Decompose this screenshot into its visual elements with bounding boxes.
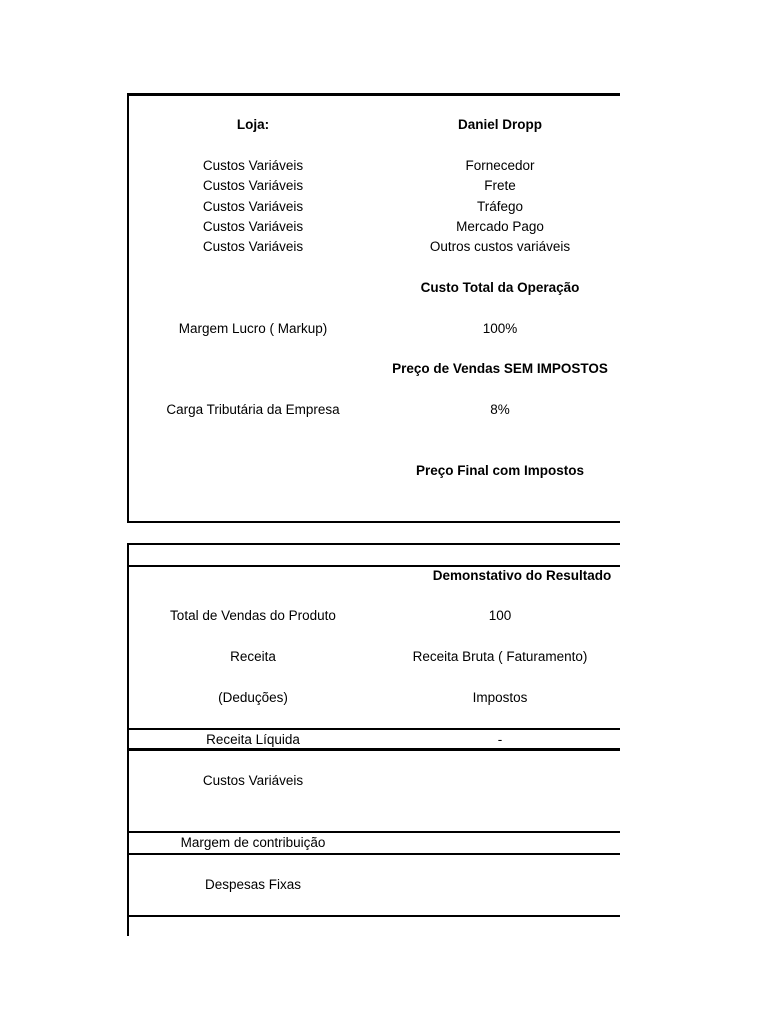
markup-value: 100% [482, 321, 518, 336]
total-sales-value: 100 [488, 608, 512, 623]
fixed-expenses-label: Despesas Fixas [204, 877, 302, 892]
tax-value: 8% [490, 402, 510, 417]
net-revenue-bottom-border [127, 748, 620, 751]
pricing-left-border [127, 93, 129, 523]
cost-category: Custos Variáveis [202, 219, 304, 234]
net-revenue-top-border [127, 728, 620, 730]
markup-label: Margem Lucro ( Markup) [178, 321, 328, 336]
cost-item: Outros custos variáveis [429, 239, 571, 254]
contribution-margin-label: Margem de contribuição [180, 835, 326, 850]
statement-left-border [127, 543, 129, 936]
total-sales-label: Total de Vendas do Produto [170, 608, 336, 623]
cost-item: Fornecedor [465, 158, 535, 173]
final-price-label: Preço Final com Impostos [415, 463, 585, 478]
cost-category: Custos Variáveis [202, 239, 304, 254]
revenue-label: Receita [230, 649, 276, 664]
pricing-bottom-border [127, 521, 620, 523]
price-no-tax-label: Preço de Vendas SEM IMPOSTOS [392, 361, 608, 376]
cost-item: Tráfego [476, 199, 524, 214]
net-revenue-label: Receita Líquida [206, 732, 300, 747]
contribution-bottom-border [127, 853, 620, 855]
net-revenue-value: - [497, 732, 503, 747]
total-cost-label: Custo Total da Operação [420, 280, 580, 295]
cost-item: Frete [484, 178, 516, 193]
cost-category: Custos Variáveis [202, 158, 304, 173]
statement-title: Demonstativo do Resultado [432, 568, 612, 583]
deductions-value: Impostos [472, 690, 528, 705]
store-label: Loja: [236, 117, 270, 132]
tax-label: Carga Tributária da Empresa [166, 402, 340, 417]
deductions-label: (Deduções) [218, 690, 288, 705]
cost-category: Custos Variáveis [202, 178, 304, 193]
pricing-top-border [127, 93, 620, 96]
revenue-value: Receita Bruta ( Faturamento) [412, 649, 588, 664]
contribution-top-border [127, 831, 620, 833]
store-name: Daniel Dropp [457, 117, 543, 132]
cost-item: Mercado Pago [456, 219, 544, 234]
fixed-expenses-bottom-border [127, 915, 620, 917]
variable-costs-label: Custos Variáveis [202, 773, 304, 788]
statement-top-border [127, 543, 620, 545]
cost-category: Custos Variáveis [202, 199, 304, 214]
